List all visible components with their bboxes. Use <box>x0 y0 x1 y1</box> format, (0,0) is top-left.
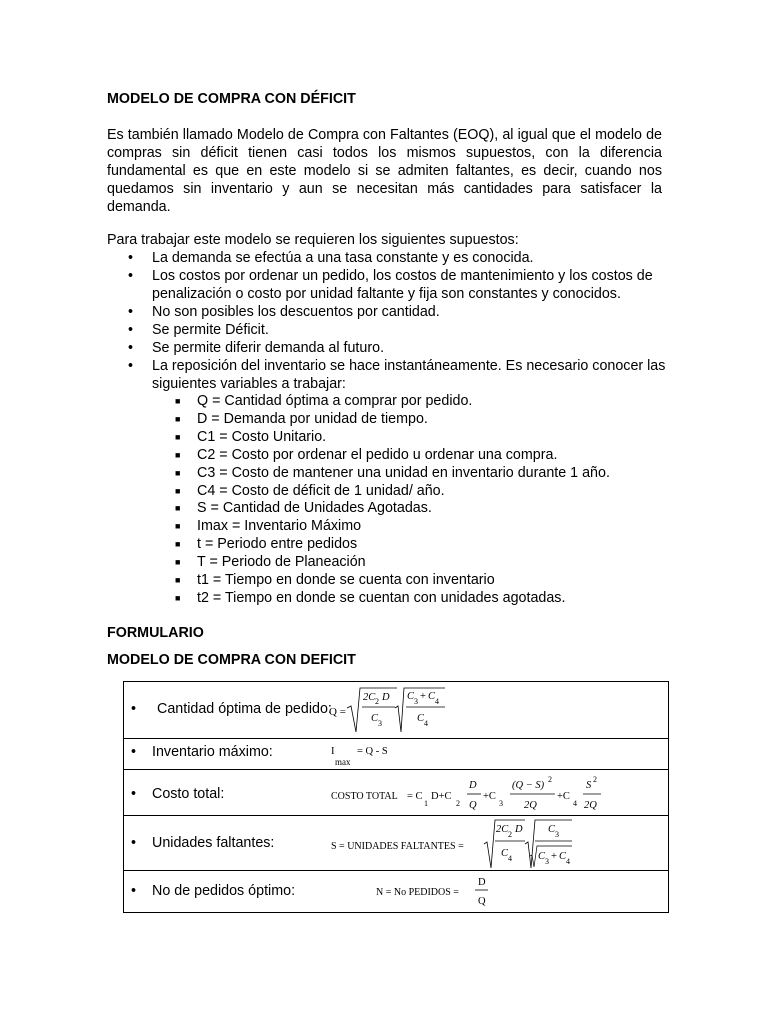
svg-text:2: 2 <box>508 830 512 839</box>
svg-text:D+C: D+C <box>431 791 452 802</box>
square-bullet-icon: ■ <box>175 414 181 424</box>
bullet-icon: • <box>131 701 137 717</box>
square-bullet-icon: ■ <box>175 575 181 585</box>
svg-text:I: I <box>331 746 335 757</box>
svg-text:Q: Q <box>469 800 477 811</box>
formula-row <box>124 870 668 913</box>
svg-text:C: C <box>501 848 509 859</box>
square-bullet-icon: ■ <box>175 521 181 531</box>
svg-text:2: 2 <box>548 775 552 784</box>
formulario-heading: FORMULARIO <box>107 625 204 641</box>
formula-label: Unidades faltantes: <box>152 835 275 851</box>
svg-text:= Q - S: = Q - S <box>357 746 388 757</box>
imax-formula <box>329 739 409 770</box>
svg-text:3: 3 <box>545 857 549 866</box>
svg-text:4: 4 <box>508 854 512 863</box>
svg-text:max: max <box>335 757 351 767</box>
formula-label: No de pedidos óptimo: <box>152 883 296 899</box>
svg-text:D: D <box>478 877 486 888</box>
square-bullet-icon: ■ <box>175 468 181 478</box>
square-bullet-icon: ■ <box>175 486 181 496</box>
svg-text:N = No PEDIDOS =: N = No PEDIDOS = <box>376 887 459 898</box>
svg-text:COSTO TOTAL: COSTO TOTAL <box>331 791 398 802</box>
svg-text:D: D <box>469 780 477 791</box>
bullet-icon: • <box>131 835 137 851</box>
formula-row <box>124 815 668 871</box>
bullet-icon: • <box>131 883 137 899</box>
svg-text:+: + <box>551 851 557 862</box>
svg-text:2: 2 <box>456 799 460 808</box>
svg-text:C: C <box>407 691 415 702</box>
bullet-icon: • <box>128 250 134 266</box>
svg-text:2: 2 <box>375 697 379 706</box>
bullet-icon: • <box>128 304 134 320</box>
svg-text:+C: +C <box>483 791 496 802</box>
svg-text:2C: 2C <box>363 692 376 703</box>
bullet-icon: • <box>128 268 134 284</box>
svg-text:4: 4 <box>566 857 570 866</box>
svg-text:3: 3 <box>499 799 503 808</box>
svg-text:4: 4 <box>424 719 428 728</box>
square-bullet-icon: ■ <box>175 432 181 442</box>
svg-text:4: 4 <box>573 799 577 808</box>
bullet-icon: • <box>131 744 137 760</box>
svg-text:C: C <box>371 713 379 724</box>
svg-text:D: D <box>382 692 390 703</box>
svg-text:S: S <box>586 780 592 791</box>
svg-text:C: C <box>548 824 556 835</box>
svg-text:C: C <box>417 713 425 724</box>
formula-label: Costo total: <box>152 786 225 802</box>
svg-text:3: 3 <box>414 697 418 706</box>
document-page: MODELO DE COMPRA CON DÉFICIT Es también llamado Modelo de Compra con Faltantes (EOQ), al igual que el modelo de compras sin déficit tienen casi todos los mismos supuestos, con la diferencia fundamental es que en este modelo si se admiten faltantes, es decir, cuando nos quedamos sin inventario y aun se necesitan más cantidades para satisfacer la demanda. Para trabajar este modelo se requieren los siguientes supuestos: • La demanda se efectúa a una tasa constante y es conocida. • Los costos por ordenar un pedido, los costos de mantenimiento y los costos de penalización o costo por unidad faltante y fija son constantes y conocidos. • No son posibles los descuentos por cantidad. • Se permite Déficit. • Se permite diferir demanda al futuro. • La reposición del inventario se hace instantáneamente. Es necesario conocer las siguientes variables a trabajar: ■ Q = Cantidad óptima a comprar por pedido. ■ D = Demanda por unidad de tiempo. ■ C1 = Costo Unitario. ■ C2 = Costo por ordenar el pedido u ordenar una compra. ■ C3 = Costo de mantener una unidad en inventario durante 1 año. ■ C4 = Costo de déficit de 1 unidad/ año. ■ S = Cantidad de Unidades Agotadas. ■ Imax = Inventario Máximo ■ t = Periodo entre pedidos ■ T = Periodo de Planeación ■ t1 = Tiempo en donde se cuenta con inventario ■ t2 = Tiempo en donde se cuentan con unidades agotadas. FORMULARIO MODELO DE COMPRA CON DEFICIT • Cantidad óptima de pedido: Q = 2C 2 D C 3 C 3 + C 4 C 4 • Inventario máximo: I max = Q - S • Costo total: COSTO TOTAL = C 1 D+C 2 D Q +C 3 (Q − S) 2 2Q +C 4 S 2 2Q • Unidades faltantes: S = UNIDADES FALTANTES = 2C 2 D C 4 C 3 C 3 + C 4 • No de pedidos óptimo: N = No PEDIDOS = D Q <box>0 0 768 1024</box>
svg-text:1: 1 <box>424 799 428 808</box>
svg-text:S = UNIDADES FALTANTES =: S = UNIDADES FALTANTES = <box>331 841 464 852</box>
model-heading: MODELO DE COMPRA CON DEFICIT <box>107 652 356 668</box>
square-bullet-icon: ■ <box>175 503 181 513</box>
total-cost-formula <box>329 770 609 816</box>
svg-text:Q =: Q = <box>329 706 346 718</box>
assumptions-lead: Para trabajar este modelo se requieren los siguientes supuestos: <box>107 232 519 248</box>
svg-text:3: 3 <box>378 719 382 728</box>
svg-text:2: 2 <box>593 775 597 784</box>
square-bullet-icon: ■ <box>175 557 181 567</box>
shortage-formula <box>329 816 579 871</box>
svg-text:+C: +C <box>557 791 570 802</box>
svg-text:Q: Q <box>478 896 486 907</box>
formula-label: Cantidad óptima de pedido: <box>157 701 332 717</box>
square-bullet-icon: ■ <box>175 450 181 460</box>
svg-text:3: 3 <box>555 830 559 839</box>
svg-text:2Q: 2Q <box>524 800 537 811</box>
formula-row <box>124 769 668 816</box>
square-bullet-icon: ■ <box>175 593 181 603</box>
svg-text:4: 4 <box>435 697 439 706</box>
bullet-icon: • <box>128 358 134 374</box>
svg-text:+: + <box>420 691 426 702</box>
formula-label: Inventario máximo: <box>152 744 273 760</box>
svg-text:D: D <box>515 824 523 835</box>
svg-text:= C: = C <box>407 791 423 802</box>
svg-text:C: C <box>428 691 436 702</box>
eoq-formula <box>327 682 457 738</box>
intro-paragraph: Es también llamado Modelo de Compra con Faltantes (EOQ), al igual que el modelo de compras sin déficit tienen casi todos los mismos supuestos, con la diferencia fundamental es que en este modelo si se admiten faltantes, es decir, cuando nos quedamos sin inventario y aun se necesitan más cantidades para satisfacer la demanda. <box>107 127 662 215</box>
square-bullet-icon: ■ <box>175 396 181 406</box>
bullet-icon: • <box>131 786 137 802</box>
bullet-icon: • <box>128 322 134 338</box>
orders-formula <box>374 871 504 913</box>
svg-text:2Q: 2Q <box>584 800 597 811</box>
svg-text:(Q − S): (Q − S) <box>512 780 545 791</box>
formula-row <box>124 738 668 770</box>
svg-text:C: C <box>538 851 546 862</box>
formula-table <box>123 681 669 913</box>
svg-text:2C: 2C <box>496 824 509 835</box>
page-title: MODELO DE COMPRA CON DÉFICIT <box>107 91 356 107</box>
bullet-icon: • <box>128 340 134 356</box>
formula-row <box>124 682 668 738</box>
svg-text:C: C <box>559 851 567 862</box>
square-bullet-icon: ■ <box>175 539 181 549</box>
